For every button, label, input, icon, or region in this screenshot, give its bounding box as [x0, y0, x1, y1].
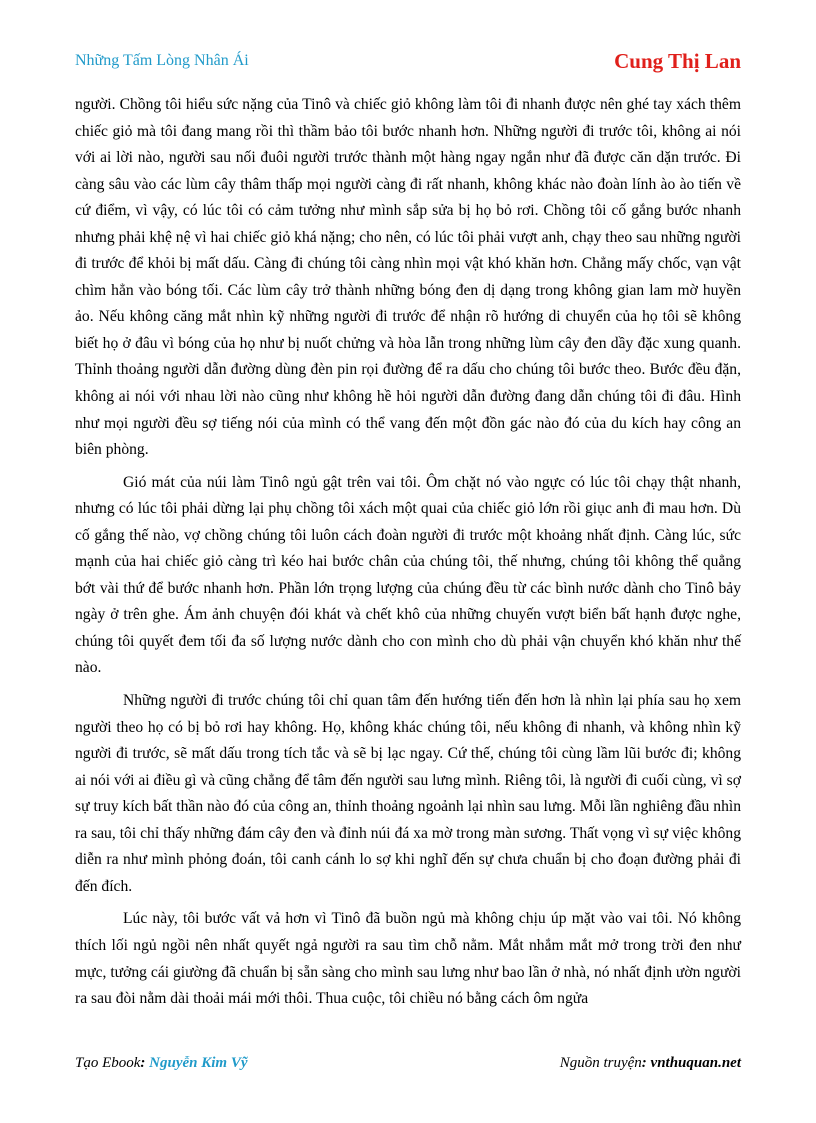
- source-label: Nguồn truyện: [559, 1055, 642, 1071]
- ebook-colon: :: [140, 1055, 150, 1071]
- ebook-label: Tạo Ebook: [75, 1055, 141, 1071]
- page-body: [75, 92, 741, 1019]
- paragraph-4: Lúc này, tôi bước vất vả hơn vì Tinô đã buồn ngủ mà không chịu úp mặt vào vai tôi. Nó không thích lối ngủ ngồi nên nhất quyết ngả người ra sau tìm chỗ nằm. Mắt nhắm mắt mở trong trời đen như mực, tưởng cái giường đã chuẩn bị sẵn sàng cho mình sau lưng như bao lần ở nhà, nó nhất định ườn người ra sau đòi nằm dài thoải mái mới thôi. Thua cuộc, tôi chiều nó bằng cách ôm ngửa: [75, 910, 741, 1008]
- page-header: [75, 49, 741, 79]
- source-colon: :: [641, 1055, 651, 1071]
- book-title: Những Tấm Lòng Nhân Ái: [75, 52, 249, 69]
- author-name: Cung Thị Lan: [614, 49, 741, 73]
- ebook-creator: Nguyễn Kim Vỹ: [149, 1055, 248, 1071]
- paragraph-3: Những người đi trước chúng tôi chỉ quan tâm đến hướng tiến đến hơn là nhìn lại phía sau họ xem người theo họ có bị bỏ rơi hay không. Họ, không khác chúng tôi, nếu không đi nhanh, và không nhìn kỹ người đi trước, sẽ mất dấu trong tích tắc và sẽ bị lạc ngay. Cứ thế, chúng tôi cùng lầm lũi bước đi; không ai nói với ai điều gì và cũng chẳng để tâm đến người sau lưng mình. Riêng tôi, là người đi cuối cùng, vì sợ sự truy kích bất thần nào đó của công an, thỉnh thoảng ngoảnh lại nhìn sau lưng. Mỗi lần nghiêng đầu nhìn ra sau, tôi chỉ thấy những đám cây đen và đỉnh núi đá xa mờ trong màn sương. Thất vọng vì sự việc không diễn ra như mình phỏng đoán, tôi canh cánh lo sợ khi nghĩ đến sự chưa chuẩn bị cho đoạn đường phải đi đến đích.: [75, 692, 741, 895]
- source-site: vnthuquan.net: [650, 1055, 741, 1071]
- paragraph-2: Gió mát của núi làm Tinô ngủ gật trên vai tôi. Ôm chặt nó vào ngực có lúc tôi chạy thật nhanh, nhưng có lúc tôi phải dừng lại phụ chồng tôi xách một quai của chiếc giỏ lớn rồi giục anh đi mau hơn. Dù cố gắng thế nào, vợ chồng chúng tôi luôn cách đoàn người đi trước một khoảng nhất định. Càng lúc, sức mạnh của hai chiếc giỏ càng trì kéo hai bước chân của chúng tôi, thế nhưng, chúng tôi không thể quẳng bớt vài thứ để bước nhanh hơn. Phần lớn trọng lượng của chúng đều từ các bình nước dành cho Tinô bảy ngày ở trên ghe. Ám ảnh chuyện đói khát và chết khô của những chuyến vượt biển bất hạnh được nghe, chúng tôi quyết đem tối đa số lượng nước dành cho con mình cho dù phải vận chuyển khó khăn như thế nào.: [75, 473, 741, 677]
- paragraph-1: người. Chồng tôi hiểu sức nặng của Tinô và chiếc giỏ không làm tôi đi nhanh được nên ghé tay xách thêm chiếc giỏ mà tôi đang mang rồi thì thầm bảo tôi bước nhanh hơn. Những người đi trước tôi, không ai nói với ai lời nào, người sau nối đuôi người trước thành một hàng ngay ngắn như đã được căn dặn trước. Đi càng sâu vào các lùm cây thâm thấp mọi người càng đi rất nhanh, không khác nào đoàn lính ào ào tiến về cứ điểm, vì vậy, có lúc tôi có cảm tưởng như mình sắp sửa bị họ bỏ rơi. Chồng tôi cố gắng bước nhanh nhưng phải khệ nệ vì hai chiếc giỏ khá nặng; cho nên, có lúc tôi phải vượt anh, chạy theo sau những người đi trước để khỏi bị mất dấu. Càng đi chúng tôi càng nhìn mọi vật khó khăn hơn. Chẳng mấy chốc, vạn vật chìm hẳn vào bóng tối. Các lùm cây trở thành những bóng đen dị dạng trong không gian lam mờ huyền ảo. Nếu không căng mắt nhìn kỹ những người đi trước để nhận rõ hướng di chuyển của họ tôi sẽ không biết họ ở đâu vì bóng của họ như bị nuốt chửng và hòa lẫn trong những lùm cây đen dầy đặc xung quanh. Thỉnh thoảng người dẫn đường dùng đèn pin rọi đường để ra dấu cho chúng tôi bước theo. Bước đều đặn, không ai nói với nhau lời nào cũng như không hề hỏi người dẫn đường đang dẫn chúng tôi đi đâu. Hình như mọi người đều sợ tiếng nói của mình có thể vang đến một đồn gác nào đó của du kích hay công an biên phòng.: [75, 96, 741, 459]
- page-footer: [75, 1055, 741, 1077]
- source-credit: [560, 1055, 741, 1072]
- ebook-credit: [75, 1055, 248, 1072]
